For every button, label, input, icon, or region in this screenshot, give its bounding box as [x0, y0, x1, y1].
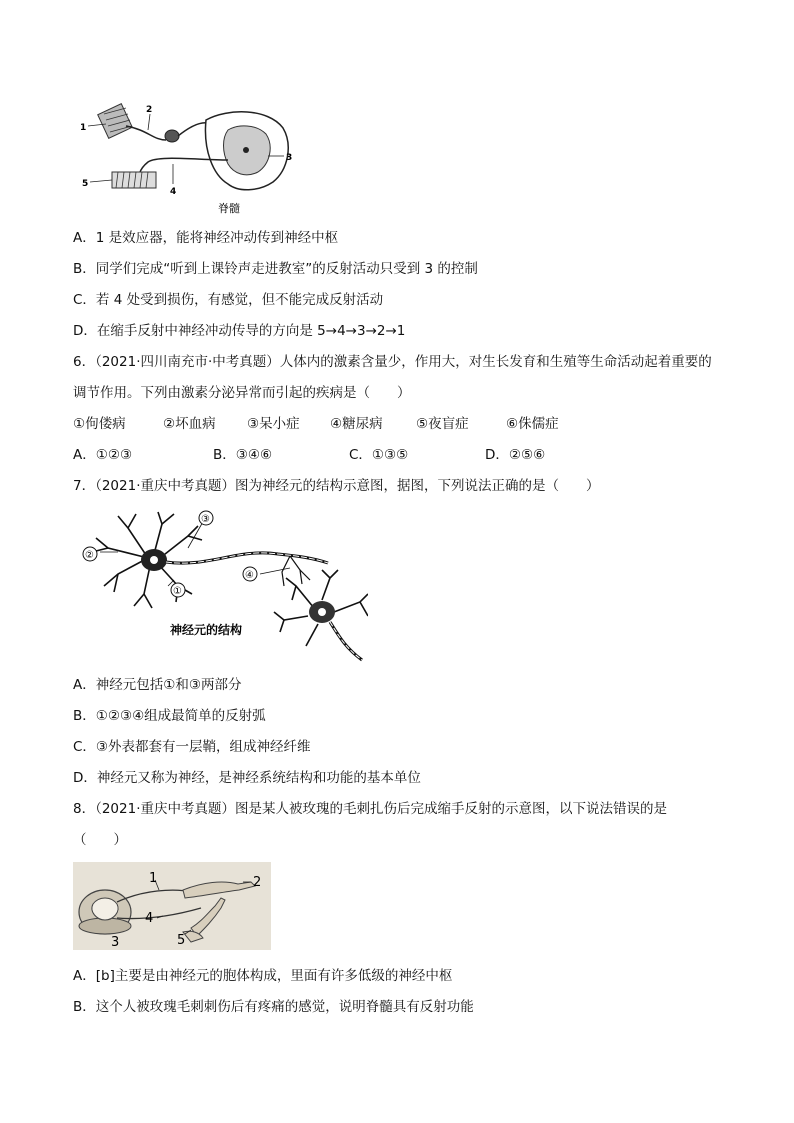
neuron-diagram: [78, 508, 368, 664]
q7-option-d: D．神经元又称为神经，是神经系统结构和功能的基本单位: [73, 770, 421, 786]
q5-label-2: 2: [146, 105, 153, 115]
arm-upper: [183, 882, 255, 898]
q8-figure: [73, 862, 271, 950]
q6-option-d: D．②⑤⑥: [485, 447, 546, 463]
q5-caption: 脊髓: [218, 202, 240, 215]
q7-label-4: ④: [245, 570, 254, 581]
q6-stem-line2: 调节作用。下列由激素分泌异常而引起的疾病是（ ）: [73, 385, 411, 401]
q7-stem: 7．（2021·重庆中考真题）图为神经元的结构示意图，据图，下列说法正确的是（ ）: [73, 478, 600, 494]
sensory-path: [117, 890, 193, 902]
reflex-arc-diagram: [78, 100, 308, 218]
q8-stem-line1: 8．（2021·重庆中考真题）图是某人被玫瑰的毛刺扎伤后完成缩手反射的示意图，以下说法错误的是: [73, 801, 667, 817]
q6-item-5: ⑤夜盲症: [416, 416, 469, 432]
q8-label-2: 2: [253, 875, 262, 890]
axon: [166, 553, 328, 563]
q5-label-5: 5: [82, 179, 89, 189]
q5-option-b: B．同学们完成“听到上课铃声走进教室”的反射活动只受到 3 的控制: [73, 261, 478, 277]
q5-option-a: A．1 是效应器，能将神经冲动传到神经中枢: [73, 230, 339, 246]
q8-label-1: 1: [149, 871, 158, 886]
q8-option-b: B．这个人被玫瑰毛刺刺伤后有疼痛的感觉，说明脊髓具有反射功能: [73, 999, 474, 1015]
q5-label-1: 1: [80, 123, 87, 133]
q5-option-d: D．在缩手反射中神经冲动传导的方向是 5→4→3→2→1: [73, 323, 406, 339]
q8-option-a: A．[b]主要是由神经元的胞体构成，里面有许多低级的神经中枢: [73, 968, 453, 984]
axon-terminals: [282, 556, 310, 586]
q6-option-c: C．①③⑤: [349, 447, 409, 463]
q5-label-4: 4: [170, 187, 177, 197]
q8-label-3: 3: [111, 935, 120, 950]
arm-lower: [191, 898, 225, 936]
q6-option-b: B．③④⑥: [213, 447, 273, 463]
q8-label-4: 4: [145, 911, 154, 926]
q6-item-2: ②坏血病: [163, 416, 216, 432]
q8-label-5: 5: [177, 933, 186, 948]
q7-label-2: ②: [85, 550, 94, 561]
q6-option-a: A．①②③: [73, 447, 133, 463]
q7-option-b: B．①②③④组成最简单的反射弧: [73, 708, 266, 724]
q7-caption: 神经元的结构: [170, 623, 243, 637]
q5-figure: [78, 100, 308, 218]
q6-stem-line1: 6．（2021·四川南充市·中考真题）人体内的激素含量少，作用大，对生长发育和生殖等生命活动起着重要的: [73, 354, 712, 370]
q7-label-3: ③: [201, 514, 210, 525]
ganglion: [165, 130, 179, 142]
q6-item-6: ⑥侏儒症: [506, 416, 559, 432]
q8-stem-line2: （ ）: [73, 832, 127, 848]
q7-option-c: C．③外表都套有一层鞘，组成神经纤维: [73, 739, 311, 755]
q6-item-4: ④糖尿病: [330, 416, 383, 432]
q5-option-c: C．若 4 处受到损伤，有感觉，但不能完成反射活动: [73, 292, 384, 308]
q6-item-3: ③呆小症: [247, 416, 300, 432]
sensory-nerve: [126, 126, 166, 140]
q6-item-1: ①佝偻病: [73, 416, 126, 432]
q7-option-a: A．神经元包括①和③两部分: [73, 677, 242, 693]
q7-figure: [78, 508, 368, 664]
q5-label-3: 3: [286, 153, 293, 163]
q7-label-1: ①: [173, 586, 182, 597]
withdrawal-reflex-diagram: [73, 862, 271, 950]
